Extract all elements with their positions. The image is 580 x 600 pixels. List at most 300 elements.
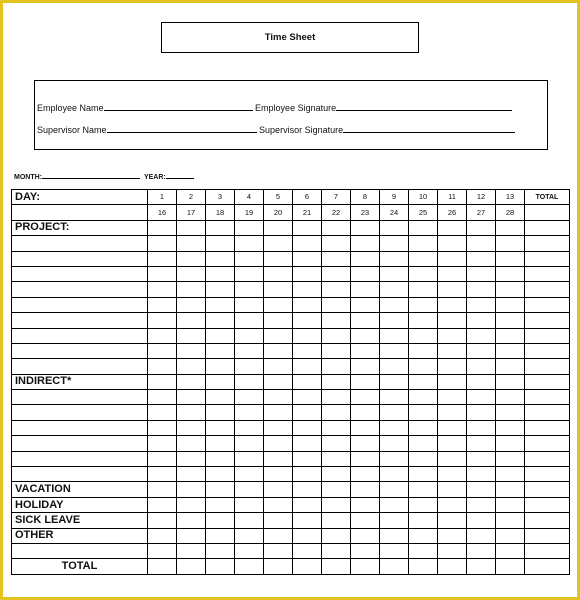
hours-cell[interactable]	[177, 313, 206, 328]
hours-cell[interactable]	[235, 497, 264, 512]
hours-cell[interactable]	[322, 282, 351, 297]
hours-cell[interactable]	[351, 390, 380, 405]
hours-cell[interactable]	[409, 297, 438, 312]
hours-cell[interactable]	[351, 374, 380, 389]
hours-cell[interactable]	[351, 236, 380, 251]
hours-cell[interactable]	[322, 251, 351, 266]
hours-cell[interactable]	[177, 559, 206, 574]
hours-cell[interactable]	[235, 482, 264, 497]
hours-cell[interactable]	[293, 282, 322, 297]
hours-cell[interactable]	[148, 390, 177, 405]
hours-cell[interactable]	[235, 420, 264, 435]
hours-cell[interactable]	[496, 220, 525, 235]
hours-cell[interactable]	[264, 559, 293, 574]
hours-cell[interactable]	[438, 559, 467, 574]
hours-cell[interactable]	[467, 559, 496, 574]
hours-cell[interactable]	[148, 220, 177, 235]
employee-name-field[interactable]	[104, 101, 253, 111]
hours-cell[interactable]	[322, 266, 351, 281]
total-cell[interactable]	[525, 467, 570, 482]
hours-cell[interactable]	[409, 467, 438, 482]
hours-cell[interactable]	[467, 467, 496, 482]
hours-cell[interactable]	[322, 528, 351, 543]
month-field[interactable]	[42, 171, 140, 179]
hours-cell[interactable]	[467, 343, 496, 358]
hours-cell[interactable]	[177, 297, 206, 312]
hours-cell[interactable]	[293, 543, 322, 558]
hours-cell[interactable]	[235, 282, 264, 297]
hours-cell[interactable]	[467, 513, 496, 528]
hours-cell[interactable]	[293, 467, 322, 482]
hours-cell[interactable]	[496, 451, 525, 466]
hours-cell[interactable]	[148, 420, 177, 435]
hours-cell[interactable]	[438, 328, 467, 343]
hours-cell[interactable]	[409, 528, 438, 543]
hours-cell[interactable]	[438, 282, 467, 297]
hours-cell[interactable]	[235, 528, 264, 543]
hours-cell[interactable]	[380, 328, 409, 343]
hours-cell[interactable]	[467, 543, 496, 558]
hours-cell[interactable]	[293, 328, 322, 343]
hours-cell[interactable]	[409, 436, 438, 451]
hours-cell[interactable]	[438, 359, 467, 374]
total-cell[interactable]	[525, 328, 570, 343]
hours-cell[interactable]	[177, 236, 206, 251]
hours-cell[interactable]	[380, 528, 409, 543]
hours-cell[interactable]	[409, 236, 438, 251]
hours-cell[interactable]	[438, 266, 467, 281]
hours-cell[interactable]	[293, 236, 322, 251]
hours-cell[interactable]	[467, 405, 496, 420]
hours-cell[interactable]	[467, 374, 496, 389]
total-cell[interactable]	[525, 313, 570, 328]
hours-cell[interactable]	[496, 282, 525, 297]
hours-cell[interactable]	[235, 266, 264, 281]
hours-cell[interactable]	[293, 359, 322, 374]
hours-cell[interactable]	[380, 420, 409, 435]
hours-cell[interactable]	[467, 390, 496, 405]
hours-cell[interactable]	[264, 251, 293, 266]
hours-cell[interactable]	[148, 559, 177, 574]
hours-cell[interactable]	[206, 297, 235, 312]
total-cell[interactable]	[525, 390, 570, 405]
hours-cell[interactable]	[206, 359, 235, 374]
hours-cell[interactable]	[235, 236, 264, 251]
hours-cell[interactable]	[380, 436, 409, 451]
hours-cell[interactable]	[148, 543, 177, 558]
hours-cell[interactable]	[206, 528, 235, 543]
hours-cell[interactable]	[264, 266, 293, 281]
hours-cell[interactable]	[293, 528, 322, 543]
hours-cell[interactable]	[148, 266, 177, 281]
hours-cell[interactable]	[264, 497, 293, 512]
hours-cell[interactable]	[467, 220, 496, 235]
hours-cell[interactable]	[496, 405, 525, 420]
hours-cell[interactable]	[322, 482, 351, 497]
hours-cell[interactable]	[148, 282, 177, 297]
hours-cell[interactable]	[293, 482, 322, 497]
hours-cell[interactable]	[496, 251, 525, 266]
hours-cell[interactable]	[409, 266, 438, 281]
hours-cell[interactable]	[467, 297, 496, 312]
hours-cell[interactable]	[177, 251, 206, 266]
hours-cell[interactable]	[409, 374, 438, 389]
hours-cell[interactable]	[496, 420, 525, 435]
hours-cell[interactable]	[351, 467, 380, 482]
hours-cell[interactable]	[177, 343, 206, 358]
hours-cell[interactable]	[206, 405, 235, 420]
hours-cell[interactable]	[264, 390, 293, 405]
hours-cell[interactable]	[351, 251, 380, 266]
hours-cell[interactable]	[177, 467, 206, 482]
hours-cell[interactable]	[293, 390, 322, 405]
hours-cell[interactable]	[496, 236, 525, 251]
hours-cell[interactable]	[235, 451, 264, 466]
hours-cell[interactable]	[322, 497, 351, 512]
hours-cell[interactable]	[206, 420, 235, 435]
hours-cell[interactable]	[496, 297, 525, 312]
hours-cell[interactable]	[235, 359, 264, 374]
hours-cell[interactable]	[322, 543, 351, 558]
hours-cell[interactable]	[380, 251, 409, 266]
hours-cell[interactable]	[177, 451, 206, 466]
total-cell[interactable]	[525, 528, 570, 543]
hours-cell[interactable]	[206, 559, 235, 574]
hours-cell[interactable]	[351, 420, 380, 435]
hours-cell[interactable]	[206, 451, 235, 466]
total-cell[interactable]	[525, 343, 570, 358]
hours-cell[interactable]	[467, 451, 496, 466]
hours-cell[interactable]	[148, 313, 177, 328]
hours-cell[interactable]	[438, 513, 467, 528]
hours-cell[interactable]	[264, 359, 293, 374]
supervisor-signature-field[interactable]	[343, 123, 515, 133]
hours-cell[interactable]	[409, 513, 438, 528]
hours-cell[interactable]	[177, 328, 206, 343]
hours-cell[interactable]	[206, 497, 235, 512]
hours-cell[interactable]	[177, 497, 206, 512]
hours-cell[interactable]	[438, 251, 467, 266]
hours-cell[interactable]	[322, 436, 351, 451]
hours-cell[interactable]	[148, 436, 177, 451]
hours-cell[interactable]	[322, 467, 351, 482]
hours-cell[interactable]	[467, 482, 496, 497]
total-cell[interactable]	[525, 220, 570, 235]
hours-cell[interactable]	[380, 451, 409, 466]
total-cell[interactable]	[525, 251, 570, 266]
hours-cell[interactable]	[496, 374, 525, 389]
hours-cell[interactable]	[409, 220, 438, 235]
hours-cell[interactable]	[293, 297, 322, 312]
hours-cell[interactable]	[380, 543, 409, 558]
hours-cell[interactable]	[148, 451, 177, 466]
hours-cell[interactable]	[380, 482, 409, 497]
hours-cell[interactable]	[351, 282, 380, 297]
hours-cell[interactable]	[148, 359, 177, 374]
hours-cell[interactable]	[351, 451, 380, 466]
total-cell[interactable]	[525, 374, 570, 389]
hours-cell[interactable]	[380, 313, 409, 328]
hours-cell[interactable]	[177, 374, 206, 389]
hours-cell[interactable]	[235, 251, 264, 266]
hours-cell[interactable]	[148, 405, 177, 420]
hours-cell[interactable]	[351, 297, 380, 312]
hours-cell[interactable]	[380, 236, 409, 251]
hours-cell[interactable]	[293, 451, 322, 466]
hours-cell[interactable]	[206, 236, 235, 251]
hours-cell[interactable]	[409, 359, 438, 374]
total-cell[interactable]	[525, 359, 570, 374]
hours-cell[interactable]	[293, 420, 322, 435]
total-cell[interactable]	[525, 451, 570, 466]
hours-cell[interactable]	[148, 343, 177, 358]
hours-cell[interactable]	[235, 328, 264, 343]
hours-cell[interactable]	[496, 482, 525, 497]
total-cell[interactable]	[525, 420, 570, 435]
hours-cell[interactable]	[293, 436, 322, 451]
hours-cell[interactable]	[380, 497, 409, 512]
hours-cell[interactable]	[235, 405, 264, 420]
hours-cell[interactable]	[496, 343, 525, 358]
hours-cell[interactable]	[177, 436, 206, 451]
hours-cell[interactable]	[380, 374, 409, 389]
hours-cell[interactable]	[380, 467, 409, 482]
hours-cell[interactable]	[206, 374, 235, 389]
hours-cell[interactable]	[235, 313, 264, 328]
hours-cell[interactable]	[438, 543, 467, 558]
hours-cell[interactable]	[206, 436, 235, 451]
hours-cell[interactable]	[322, 390, 351, 405]
hours-cell[interactable]	[409, 313, 438, 328]
hours-cell[interactable]	[264, 543, 293, 558]
hours-cell[interactable]	[264, 313, 293, 328]
hours-cell[interactable]	[235, 559, 264, 574]
hours-cell[interactable]	[496, 436, 525, 451]
total-cell[interactable]	[525, 236, 570, 251]
hours-cell[interactable]	[264, 482, 293, 497]
hours-cell[interactable]	[351, 266, 380, 281]
hours-cell[interactable]	[322, 297, 351, 312]
year-field[interactable]	[166, 171, 194, 179]
total-cell[interactable]	[525, 497, 570, 512]
hours-cell[interactable]	[380, 513, 409, 528]
hours-cell[interactable]	[264, 282, 293, 297]
hours-cell[interactable]	[467, 359, 496, 374]
hours-cell[interactable]	[496, 467, 525, 482]
hours-cell[interactable]	[322, 328, 351, 343]
hours-cell[interactable]	[235, 297, 264, 312]
hours-cell[interactable]	[264, 343, 293, 358]
hours-cell[interactable]	[322, 236, 351, 251]
hours-cell[interactable]	[438, 467, 467, 482]
hours-cell[interactable]	[409, 482, 438, 497]
hours-cell[interactable]	[206, 251, 235, 266]
hours-cell[interactable]	[467, 251, 496, 266]
hours-cell[interactable]	[293, 513, 322, 528]
hours-cell[interactable]	[409, 282, 438, 297]
hours-cell[interactable]	[206, 266, 235, 281]
total-cell[interactable]	[525, 543, 570, 558]
total-cell[interactable]	[525, 297, 570, 312]
hours-cell[interactable]	[235, 343, 264, 358]
hours-cell[interactable]	[351, 543, 380, 558]
hours-cell[interactable]	[351, 405, 380, 420]
hours-cell[interactable]	[351, 436, 380, 451]
hours-cell[interactable]	[206, 482, 235, 497]
hours-cell[interactable]	[264, 328, 293, 343]
hours-cell[interactable]	[467, 328, 496, 343]
total-cell[interactable]	[525, 513, 570, 528]
hours-cell[interactable]	[206, 390, 235, 405]
hours-cell[interactable]	[496, 266, 525, 281]
hours-cell[interactable]	[409, 420, 438, 435]
hours-cell[interactable]	[438, 343, 467, 358]
hours-cell[interactable]	[235, 467, 264, 482]
total-cell[interactable]	[525, 436, 570, 451]
hours-cell[interactable]	[177, 220, 206, 235]
hours-cell[interactable]	[438, 436, 467, 451]
hours-cell[interactable]	[148, 482, 177, 497]
hours-cell[interactable]	[293, 343, 322, 358]
hours-cell[interactable]	[206, 543, 235, 558]
hours-cell[interactable]	[206, 343, 235, 358]
hours-cell[interactable]	[351, 328, 380, 343]
hours-cell[interactable]	[409, 559, 438, 574]
hours-cell[interactable]	[438, 451, 467, 466]
hours-cell[interactable]	[322, 513, 351, 528]
hours-cell[interactable]	[496, 559, 525, 574]
hours-cell[interactable]	[177, 282, 206, 297]
hours-cell[interactable]	[177, 390, 206, 405]
hours-cell[interactable]	[496, 313, 525, 328]
hours-cell[interactable]	[438, 497, 467, 512]
hours-cell[interactable]	[206, 328, 235, 343]
hours-cell[interactable]	[293, 313, 322, 328]
hours-cell[interactable]	[293, 559, 322, 574]
hours-cell[interactable]	[177, 528, 206, 543]
hours-cell[interactable]	[409, 451, 438, 466]
total-cell[interactable]	[525, 282, 570, 297]
hours-cell[interactable]	[322, 313, 351, 328]
hours-cell[interactable]	[177, 405, 206, 420]
hours-cell[interactable]	[496, 528, 525, 543]
hours-cell[interactable]	[293, 374, 322, 389]
hours-cell[interactable]	[177, 359, 206, 374]
hours-cell[interactable]	[322, 420, 351, 435]
hours-cell[interactable]	[235, 390, 264, 405]
hours-cell[interactable]	[293, 266, 322, 281]
hours-cell[interactable]	[467, 420, 496, 435]
hours-cell[interactable]	[380, 559, 409, 574]
hours-cell[interactable]	[380, 220, 409, 235]
hours-cell[interactable]	[148, 497, 177, 512]
hours-cell[interactable]	[438, 313, 467, 328]
hours-cell[interactable]	[177, 420, 206, 435]
hours-cell[interactable]	[177, 543, 206, 558]
hours-cell[interactable]	[148, 251, 177, 266]
hours-cell[interactable]	[438, 390, 467, 405]
hours-cell[interactable]	[409, 497, 438, 512]
hours-cell[interactable]	[438, 528, 467, 543]
hours-cell[interactable]	[148, 513, 177, 528]
hours-cell[interactable]	[496, 328, 525, 343]
hours-cell[interactable]	[438, 420, 467, 435]
hours-cell[interactable]	[264, 528, 293, 543]
hours-cell[interactable]	[293, 220, 322, 235]
hours-cell[interactable]	[351, 513, 380, 528]
hours-cell[interactable]	[264, 420, 293, 435]
hours-cell[interactable]	[206, 467, 235, 482]
hours-cell[interactable]	[496, 359, 525, 374]
hours-cell[interactable]	[148, 467, 177, 482]
hours-cell[interactable]	[322, 343, 351, 358]
hours-cell[interactable]	[351, 343, 380, 358]
hours-cell[interactable]	[351, 497, 380, 512]
hours-cell[interactable]	[409, 328, 438, 343]
hours-cell[interactable]	[148, 297, 177, 312]
hours-cell[interactable]	[351, 559, 380, 574]
hours-cell[interactable]	[206, 513, 235, 528]
hours-cell[interactable]	[322, 451, 351, 466]
hours-cell[interactable]	[351, 220, 380, 235]
hours-cell[interactable]	[467, 497, 496, 512]
total-cell[interactable]	[525, 559, 570, 574]
hours-cell[interactable]	[496, 513, 525, 528]
hours-cell[interactable]	[264, 297, 293, 312]
hours-cell[interactable]	[264, 451, 293, 466]
hours-cell[interactable]	[322, 559, 351, 574]
hours-cell[interactable]	[409, 251, 438, 266]
hours-cell[interactable]	[467, 236, 496, 251]
hours-cell[interactable]	[264, 374, 293, 389]
total-cell[interactable]	[525, 405, 570, 420]
hours-cell[interactable]	[351, 313, 380, 328]
hours-cell[interactable]	[438, 236, 467, 251]
hours-cell[interactable]	[148, 328, 177, 343]
hours-cell[interactable]	[438, 405, 467, 420]
hours-cell[interactable]	[438, 220, 467, 235]
hours-cell[interactable]	[409, 543, 438, 558]
hours-cell[interactable]	[235, 513, 264, 528]
hours-cell[interactable]	[496, 543, 525, 558]
hours-cell[interactable]	[351, 528, 380, 543]
hours-cell[interactable]	[351, 482, 380, 497]
hours-cell[interactable]	[148, 374, 177, 389]
hours-cell[interactable]	[467, 282, 496, 297]
hours-cell[interactable]	[293, 497, 322, 512]
hours-cell[interactable]	[409, 343, 438, 358]
hours-cell[interactable]	[264, 220, 293, 235]
hours-cell[interactable]	[322, 405, 351, 420]
hours-cell[interactable]	[235, 374, 264, 389]
hours-cell[interactable]	[380, 359, 409, 374]
hours-cell[interactable]	[467, 266, 496, 281]
hours-cell[interactable]	[467, 528, 496, 543]
hours-cell[interactable]	[235, 220, 264, 235]
hours-cell[interactable]	[293, 251, 322, 266]
hours-cell[interactable]	[322, 220, 351, 235]
employee-signature-field[interactable]	[336, 101, 512, 111]
hours-cell[interactable]	[467, 313, 496, 328]
hours-cell[interactable]	[467, 436, 496, 451]
hours-cell[interactable]	[264, 436, 293, 451]
hours-cell[interactable]	[380, 297, 409, 312]
hours-cell[interactable]	[235, 543, 264, 558]
hours-cell[interactable]	[206, 220, 235, 235]
supervisor-name-field[interactable]	[107, 123, 257, 133]
hours-cell[interactable]	[322, 359, 351, 374]
hours-cell[interactable]	[148, 528, 177, 543]
